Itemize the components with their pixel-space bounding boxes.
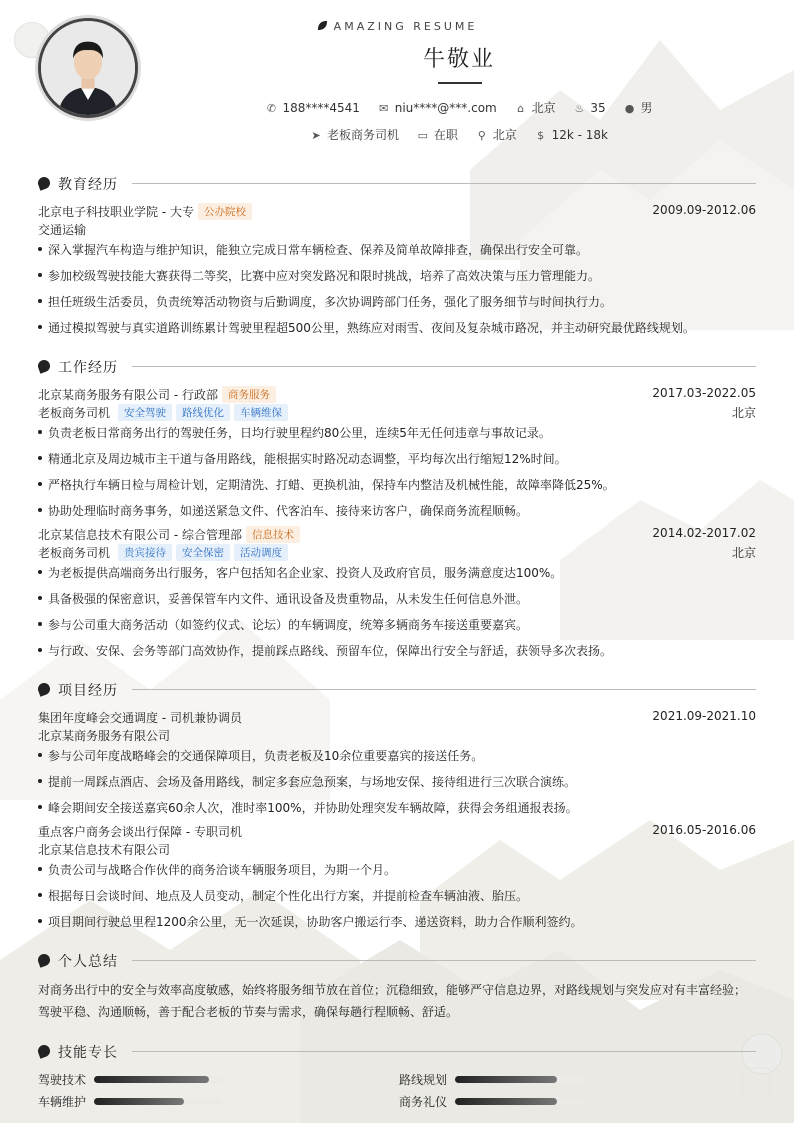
list-item: 峰会期间安全接送嘉宾60余人次，准时率100%，并协助处理突发车辆故障，获得会务组通报表扬。 [38,799,756,816]
skill-bar [455,1098,583,1105]
company-dept: 北京某信息技术有限公司 - 综合管理部 [38,528,242,542]
work-period: 2017.03-2022.05 [652,386,756,400]
skill-tag: 活动调度 [234,544,288,561]
section-leaf-icon [36,175,51,190]
age-value: 35 [590,101,606,115]
skill-tag: 安全保密 [176,544,230,561]
list-item: 精通北京及周边城市主干道与备用路线，能根据实时路况动态调整，平均每次出行缩短12%时间。 [38,450,756,467]
list-item: 协助处理临时商务事务，如递送紧急文件、代客泊车、接待来访客户，确保商务流程顺畅。 [38,502,756,519]
company-dept: 北京某商务服务有限公司 - 行政部 [38,388,218,402]
education-major: 交通运输 [38,223,87,237]
briefcase-icon: ▭ [417,129,429,142]
skill-bar-fill [455,1098,557,1105]
job-title: 老板商务司机 [38,406,111,420]
section-skills-title: 技能专长 [38,1042,756,1062]
work-1-header [38,386,756,403]
list-item: 项目期间行驶总里程1200余公里，无一次延误，协助客户搬运行李、递送资料，助力合作顺利签约。 [38,913,756,930]
home-icon: ⌂ [517,102,525,115]
section-leaf-icon [36,681,51,696]
target-job-value: 老板商务司机 [327,128,400,142]
list-item: 参加校级驾驶技能大赛获得二等奖，比赛中应对突发路况和限时挑战，培养了高效决策与压力管理能力。 [38,267,756,284]
section-work-title: 工作经历 [38,357,756,377]
candidate-name: 牛敬业 [422,47,495,72]
city-value: 北京 [531,101,556,115]
target-city-value: 北京 [492,128,517,142]
brand-line [0,20,794,33]
list-item: 担任班级生活委员，负责统筹活动物资与后勤调度，多次协调跨部门任务，强化了服务细节与时间执行力。 [38,293,756,310]
list-item: 根据每日会谈时间、地点及人员变动，制定个性化出行方案，并提前检查车辆油液、胎压。 [38,887,756,904]
cake-icon: ♨ [574,102,585,115]
section-leaf-icon [36,1043,51,1058]
work-city: 北京 [731,406,756,420]
name-underline [438,82,482,84]
mail-icon: ✉ [379,102,389,115]
list-item: 参与公司重大商务活动（如签约仪式、论坛）的车辆调度，统筹多辆商务车接送重要嘉宾。 [38,616,756,633]
phone-value: 188****4541 [282,101,360,115]
skill-name: 驾驶技术 [38,1073,87,1087]
list-item: 通过模拟驾驶与真实道路训练累计驾驶里程超500公里，熟练应对雨雪、夜间及复杂城市路况，并主动研究最优路线规划。 [38,319,756,336]
project-company: 北京某商务服务有限公司 [38,729,171,743]
contact-row [0,99,794,116]
work-1-title-row [38,404,756,421]
industry-tag: 商务服务 [222,386,276,403]
list-item: 深入掌握汽车构造与维护知识，能独立完成日常车辆检查、保养及简单故障排查，确保出行安全可靠。 [38,241,756,258]
skill-bar-fill [455,1076,557,1083]
list-item: 提前一周踩点酒店、会场及备用路线，制定多套应急预案，与场地安保、接待组进行三次联合演练。 [38,773,756,790]
list-item: 参与公司年度战略峰会的交通保障项目，负责老板及10余位重要嘉宾的接送任务。 [38,747,756,764]
money-icon: $ [537,129,545,142]
list-item: 负责老板日常商务出行的驾驶任务，日均行驶里程约80公里，连续5年无任何违章与事故记录。 [38,424,756,441]
email-value: niu****@***.com [394,101,497,115]
skill-tag: 路线优化 [176,404,230,421]
salary-value: 12k - 18k [551,128,608,142]
list-item: 负责公司与战略合作伙伴的商务洽谈车辆服务项目，为期一个月。 [38,861,756,878]
status-value: 在职 [433,128,458,142]
work-2-title-row [38,544,756,561]
gender-icon: ● [624,102,635,115]
skill-bar-fill [94,1098,184,1105]
intention-row [0,126,794,143]
section-project-title: 项目经历 [38,680,756,700]
project-company: 北京某信息技术有限公司 [38,843,171,857]
brand-text: AMAZING RESUME [333,20,478,33]
send-icon: ➤ [311,129,321,142]
project-name-role: 重点客户商务会谈出行保障 - 专职司机 [38,825,242,839]
project-1-header [38,709,756,726]
section-summary-title: 个人总结 [38,951,756,971]
skill-item [399,1071,447,1088]
list-item: 为老板提供高端商务出行服务，客户包括知名企业家、投资人及政府官员，服务满意度达100%。 [38,564,756,581]
skill-item [38,1071,86,1088]
skill-name: 商务礼仪 [399,1095,448,1109]
work-2-header [38,526,756,543]
school-degree: 北京电子科技职业学院 - 大专 [38,205,194,219]
list-item: 与行政、安保、会务等部门高效协作，提前踩点路线、预留车位，保障出行安全与舒适，获领导多次表扬。 [38,642,756,659]
skill-name: 路线规划 [399,1073,448,1087]
skill-tag: 安全驾驶 [118,404,172,421]
skill-bar [94,1098,222,1105]
work-city: 北京 [731,546,756,560]
location-icon: ⚲ [477,129,486,142]
education-period: 2009.09-2012.06 [652,203,756,217]
job-title: 老板商务司机 [38,546,111,560]
skill-tag: 车辆维保 [234,404,288,421]
leaf-icon [317,20,328,31]
phone-icon: ✆ [266,102,277,115]
skill-bar [455,1076,583,1083]
section-leaf-icon [36,358,51,373]
education-header [38,203,756,220]
list-item: 具备极强的保密意识，妥善保管车内文件、通讯设备及贵重物品，从未发生任何信息外泄。 [38,590,756,607]
project-name-role: 集团年度峰会交通调度 - 司机兼协调员 [38,711,242,725]
school-tag: 公办院校 [198,203,252,220]
summary-text: 对商务出行中的安全与效率高度敏感，始终将服务细节放在首位；沉稳细致，能够严守信息边界，对路线规划与突发应对有丰富经验；驾驶平稳、沟通顺畅，善于配合老板的节奏与需求，确保每趟行程顺畅、舒适。 [38,983,747,1019]
work-period: 2014.02-2017.02 [652,526,756,540]
section-education-title: 教育经历 [38,174,756,194]
list-item: 严格执行车辆日检与周检计划，定期清洗、打蜡、更换机油，保持车内整洁及机械性能，故障率降低25%。 [38,476,756,493]
industry-tag: 信息技术 [246,526,300,543]
skill-bar-fill [94,1076,209,1083]
gender-value: 男 [640,101,653,115]
project-period: 2016.05-2016.06 [652,823,756,837]
project-period: 2021.09-2021.10 [652,709,756,723]
skill-name: 车辆维护 [38,1095,87,1109]
skill-item [399,1093,447,1110]
skill-item [38,1093,86,1110]
skill-tag: 贵宾接待 [118,544,172,561]
section-leaf-icon [36,952,51,967]
project-2-header [38,823,756,840]
skill-bar [94,1076,222,1083]
